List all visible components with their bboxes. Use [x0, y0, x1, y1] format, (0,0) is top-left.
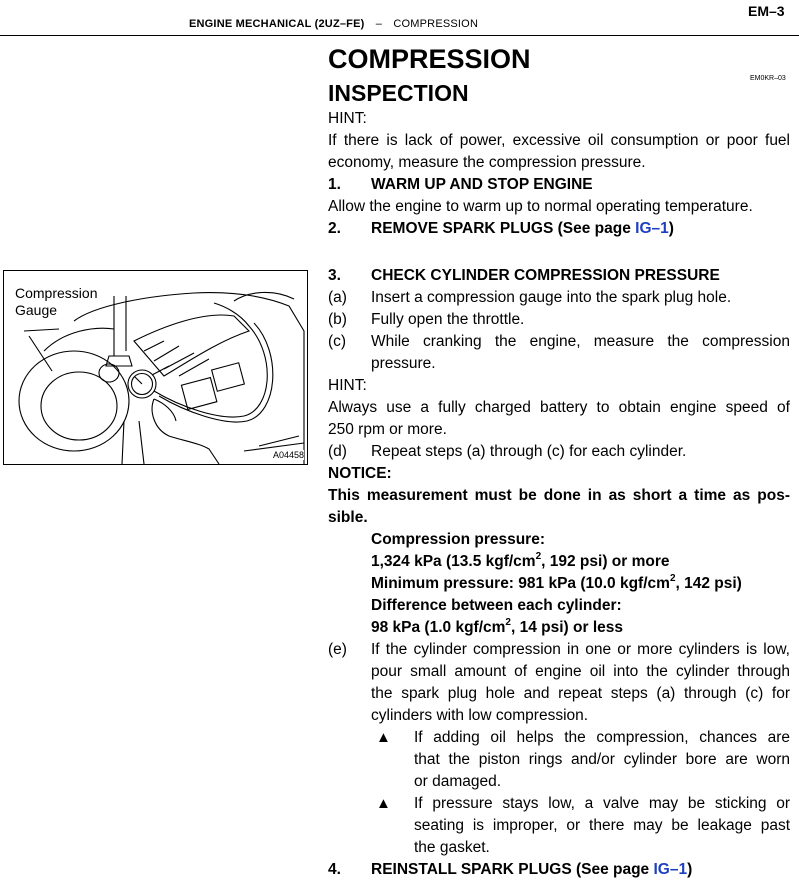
substep-text: If the cylinder compression in one or more cylinders is low,	[371, 641, 790, 658]
page-link[interactable]: IG–1	[635, 220, 669, 237]
running-header	[189, 18, 478, 30]
page-number: EM–3	[748, 3, 785, 19]
page-title: COMPRESSION	[328, 44, 531, 74]
hint-text-line: If there is lack of power, excessive oil consumption or poor fuel	[328, 132, 790, 149]
hint-label: HINT:	[328, 110, 367, 127]
substep-text: While cranking the engine, measure the compression	[371, 333, 790, 350]
figure-label: Gauge	[15, 302, 58, 318]
substep-label: (c)	[328, 333, 347, 350]
triangle-bullet-icon: ▲	[376, 729, 391, 746]
bullet-text: If adding oil helps the compression, chances are	[414, 729, 790, 746]
doc-code: EM0KR–03	[750, 75, 786, 82]
substep-label: (a)	[328, 289, 347, 306]
substep-text: pour small amount of engine oil into the cylinder through	[371, 663, 790, 680]
substep-text: cylinders with low compression.	[371, 707, 589, 724]
notice-text: This measurement must be done in as short a time as pos-	[328, 487, 790, 504]
header-section-bold: ENGINE MECHANICAL (2UZ–FE)	[189, 18, 365, 30]
substep-text: the spark plug hole and repeat steps (a) through (c) for	[371, 685, 790, 702]
substep-text: Insert a compression gauge into the spark plug hole.	[371, 289, 732, 306]
bullet-text: seating is improper, or there may be leakage past	[414, 817, 790, 834]
substep-label: (b)	[328, 311, 347, 328]
step-number: 1.	[328, 176, 341, 193]
hint-label: HINT:	[328, 377, 367, 394]
notice-label: NOTICE:	[328, 465, 392, 482]
hint-text-line: 250 rpm or more.	[328, 421, 447, 438]
spec-value: 1,324 kPa (13.5 kgf/$cm^2$, 192 psi) or more	[371, 550, 670, 570]
step-title: WARM UP AND STOP ENGINE	[371, 176, 593, 193]
substep-label: (e)	[328, 641, 347, 658]
step-number: 3.	[328, 267, 341, 284]
step-title: CHECK CYLINDER COMPRESSION PRESSURE	[371, 267, 720, 284]
page-link[interactable]: IG–1	[653, 861, 688, 878]
bullet-text: the gasket.	[414, 839, 490, 856]
step-title: REINSTALL SPARK PLUGS (See page IG–1)	[371, 861, 693, 878]
step-text: Allow the engine to warm up to normal operating temperature.	[328, 198, 753, 215]
header-dash: –	[375, 18, 383, 30]
bullet-text: or damaged.	[414, 773, 502, 790]
bullet-text: If pressure stays low, a valve may be sticking or	[414, 795, 790, 812]
substep-text: pressure.	[371, 355, 436, 372]
figure-code: A04458	[273, 450, 305, 460]
step-title: REMOVE SPARK PLUGS (See page IG–1)	[371, 220, 674, 237]
figure-compression-gauge	[3, 270, 308, 465]
spec-value: 98 kPa (1.0 kgf/$cm^2$, 14 psi) or less	[371, 616, 623, 636]
notice-text: sible.	[328, 509, 368, 526]
bullet-text: that the piston rings and/or cylinder bore are worn	[414, 751, 790, 768]
header-section: COMPRESSION	[393, 18, 479, 30]
spec-value: Minimum pressure: 981 kPa (10.0 kgf/$cm^2$, 142 psi)	[371, 572, 742, 592]
step-number: 2.	[328, 220, 341, 237]
substep-text: Repeat steps (a) through (c) for each cylinder.	[371, 443, 687, 460]
step-number: 4.	[328, 861, 341, 878]
substep-text: Fully open the throttle.	[371, 311, 525, 328]
substep-label: (d)	[328, 443, 347, 460]
page-subtitle: INSPECTION	[328, 80, 469, 106]
header-rule	[0, 35, 799, 36]
triangle-bullet-icon: ▲	[376, 795, 391, 812]
hint-text-line: Always use a fully charged battery to obtain engine speed of	[328, 399, 790, 416]
hint-text-line: economy, measure the compression pressure.	[328, 154, 646, 171]
spec-label: Compression pressure:	[371, 531, 545, 548]
figure-label: Compression	[15, 285, 98, 301]
spec-label: Difference between each cylinder:	[371, 597, 622, 614]
